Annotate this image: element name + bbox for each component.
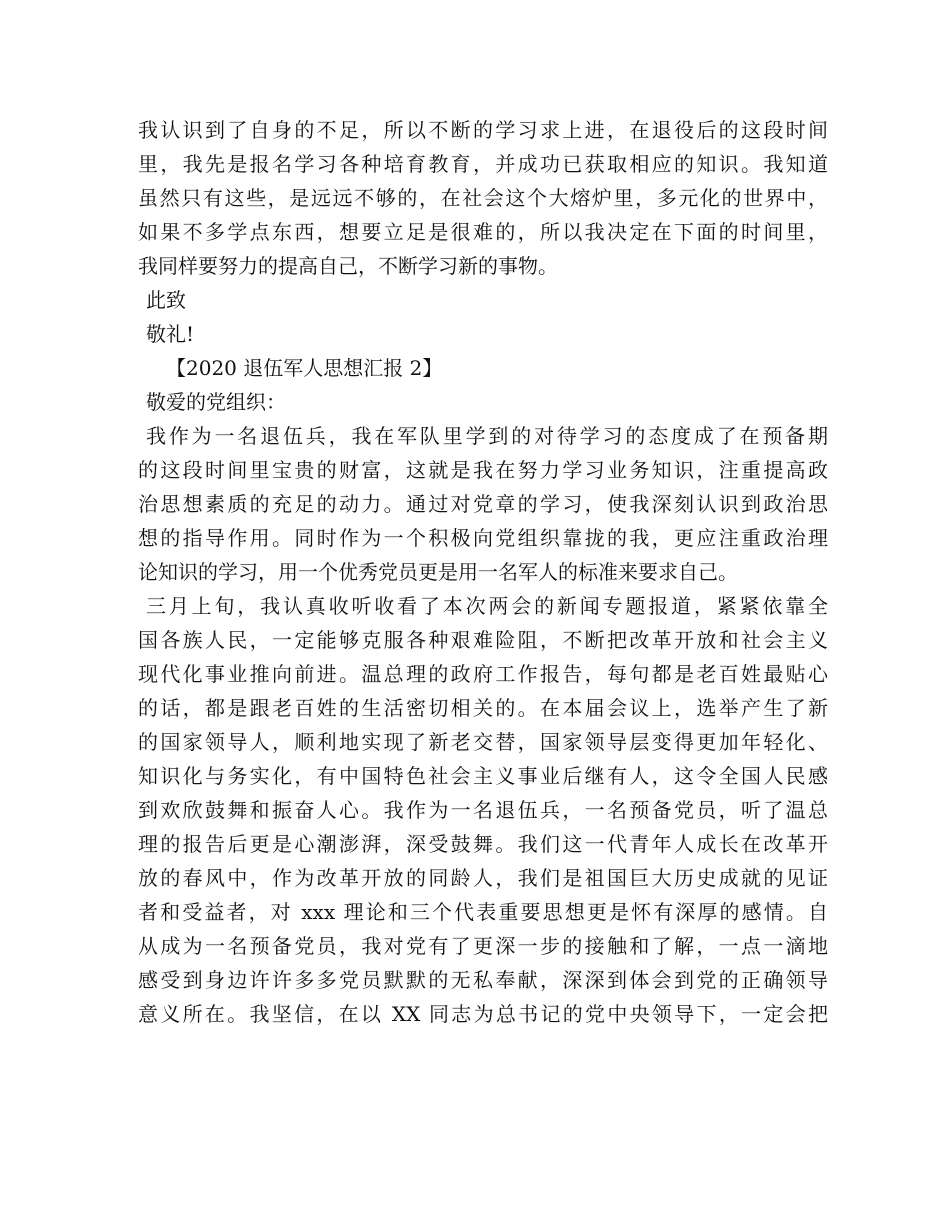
- paragraph-line: 意义所在。我坚信，在以 XX 同志为总书记的党中央领导下，一定会把: [138, 1002, 828, 1026]
- paragraph-line: 从成为一名预备党员，我对党有了更深一步的接触和了解，一点一滴地: [138, 934, 828, 958]
- paragraph-line: 想的指导作用。同时作为一个积极向党组织靠拢的我，更应注重政治理: [138, 526, 828, 550]
- paragraph-line: 如果不多学点东西，想要立足是很难的，所以我决定在下面的时间里，: [138, 220, 828, 244]
- closing-regards: 敬礼!: [146, 322, 195, 346]
- paragraph-line: 感受到身边许许多多党员默默的无私奉献，深深到体会到党的正确领导: [138, 968, 828, 992]
- paragraph-line: 者和受益者，对 xxx 理论和三个代表重要思想更是怀有深厚的感情。自: [138, 900, 828, 924]
- paragraph-line: 的话，都是跟老百姓的生活密切相关的。在本届会议上，选举产生了新: [138, 696, 828, 720]
- paragraph-line: 的这段时间里宝贵的财富，这就是我在努力学习业务知识，注重提高政: [138, 458, 828, 482]
- paragraph-line: 虽然只有这些，是远远不够的，在社会这个大熔炉里，多元化的世界中，: [138, 186, 828, 210]
- paragraph-line: 知识化与务实化，有中国特色社会主义事业后继有人，这令全国人民感: [138, 764, 828, 788]
- section-heading: 【2020 退伍军人思想汇报 2】: [166, 356, 443, 380]
- paragraph-line: 我同样要努力的提高自己，不断学习新的事物。: [138, 254, 558, 278]
- paragraph-line: 里，我先是报名学习各种培育教育，并成功已获取相应的知识。我知道: [138, 152, 828, 176]
- paragraph-line: 我作为一名退伍兵，我在军队里学到的对待学习的态度成了在预备期: [146, 424, 828, 448]
- paragraph-line: 国各族人民，一定能够克服各种艰难险阻，不断把改革开放和社会主义: [138, 628, 828, 652]
- document-body: [138, 113, 828, 1031]
- paragraph-line: 到欢欣鼓舞和振奋人心。我作为一名退伍兵，一名预备党员，听了温总: [138, 798, 828, 822]
- paragraph-line: 论知识的学习，用一个优秀党员更是用一名军人的标准来要求自己。: [138, 560, 738, 584]
- paragraph-line: 理的报告后更是心潮澎湃，深受鼓舞。我们这一代青年人成长在改革开: [138, 832, 828, 856]
- paragraph-line: 我认识到了自身的不足，所以不断的学习求上进，在退役后的这段时间: [138, 118, 828, 142]
- paragraph-line: 的国家领导人，顺利地实现了新老交替，国家领导层变得更加年轻化、: [138, 730, 828, 754]
- closing-salutation: 此致: [146, 288, 186, 312]
- paragraph-line: 现代化事业推向前进。温总理的政府工作报告，每句都是老百姓最贴心: [138, 662, 828, 686]
- letter-greeting: 敬爱的党组织：: [146, 390, 286, 414]
- paragraph-line: 治思想素质的充足的动力。通过对党章的学习，使我深刻认识到政治思: [138, 492, 828, 516]
- paragraph-line: 三月上旬，我认真收听收看了本次两会的新闻专题报道，紧紧依靠全: [146, 594, 828, 618]
- paragraph-line: 放的春风中，作为改革开放的同龄人，我们是祖国巨大历史成就的见证: [138, 866, 828, 890]
